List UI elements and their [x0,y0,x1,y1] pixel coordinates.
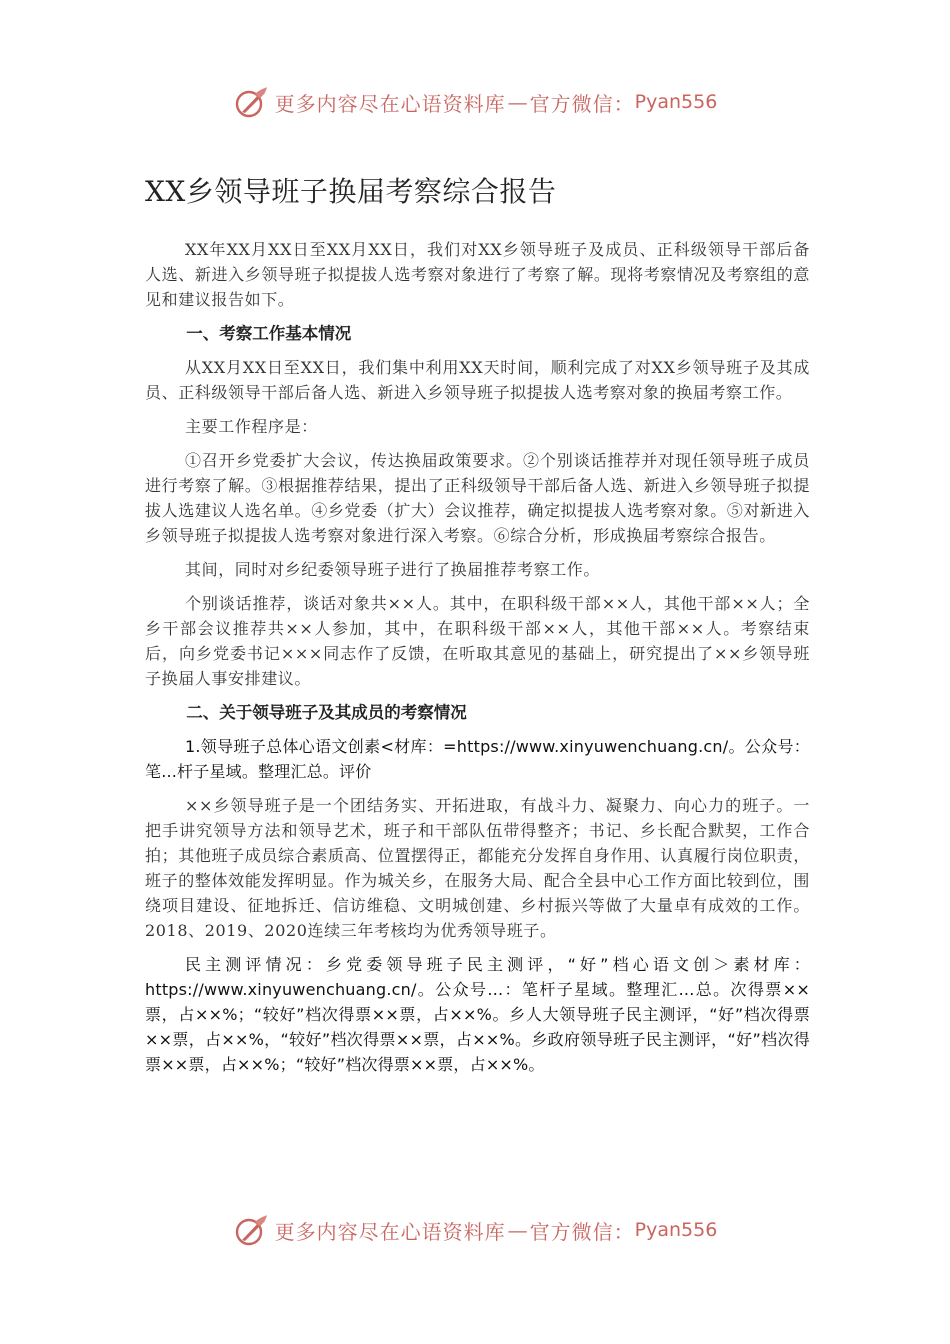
section-2-heading: 二、关于领导班子及其成员的考察情况 [186,703,467,722]
quill-logo-icon [233,84,269,120]
section-1-paragraph: 其间，同时对乡纪委领导班子进行了换届推荐考察工作。 [185,560,601,579]
section-1-paragraph: ①召开乡党委扩大会议，传达换届政策要求。②个别谈话推荐并对现任领导班子成员进行考察了解。③根据推荐结果，提出了正科级领导干部后备人选、新进入乡领导班子拟提拔人选建议人选名单。④乡党委（扩大）会议推荐，确定拟提拔人选考察对象。⑤对新进入乡领导班子拟提拔人选考察对象进行深入考察。⑥综合分析，形成换届考察综合报告。 [145,451,810,545]
footer-banner [0,1212,950,1248]
document-title: XX乡领导班子换届考察综合报告 [145,175,557,208]
banner-label: 官方微信： [529,91,635,116]
section-2-paragraph: 民主测评情况：乡党委领导班子民主测评，“好”档心语文创＞素材库：https://www.xinyuwenchuang.cn/。公众号...：笔杆子星域。整理汇...总。次得票××票，占××%；“较好”档次得票××票，占××%。乡人大领导班子民主测评，“好”档次得票××票，占××%，“较好”档次得票××票，占××%。乡政府领导班子民主测评，“好”档次得票××票，占××%；“较好”档次得票××票，占××%。 [145,955,810,1074]
document-body [145,172,810,1086]
section-1-paragraph: 主要工作程序是： [185,417,318,436]
banner-separator: — [507,90,528,114]
banner-separator: — [507,1218,528,1242]
quill-logo-icon [233,1212,269,1248]
section-1-paragraph: 从XX月XX日至XX日，我们集中利用XX天时间，顺利完成了对XX乡领导班子及其成员、正科级领导干部后备人选、新进入乡领导班子拟提拔人选考察对象的换届考察工作。 [145,358,810,402]
section-1-heading: 一、考察工作基本情况 [186,324,352,343]
banner-wechat-id: Pyan556 [634,1219,718,1241]
banner-brand: 更多内容尽在心语资料库 [274,91,506,116]
header-banner [0,84,950,120]
section-2-subheading: 1.领导班子总体心语文创素<材库：=https://www.xinyuwenchuang.cn/。公众号：笔...杆子星域。整理汇总。评价 [145,737,810,781]
intro-paragraph: XX年XX月XX日至XX月XX日，我们对XX乡领导班子及成员、正科级领导干部后备人选、新进入乡领导班子拟提拔人选考察对象进行了考察了解。现将考察情况及考察组的意见和建议报告如下。 [145,240,810,309]
banner-brand: 更多内容尽在心语资料库 [274,1219,506,1244]
section-1-paragraph: 个别谈话推荐，谈话对象共××人。其中，在职科级干部××人，其他干部××人；全乡干部会议推荐共××人参加，其中，在职科级干部××人，其他干部××人。考察结束后，向乡党委书记×××同志作了反馈，在听取其意见的基础上，研究提出了××乡领导班子换届人事安排建议。 [145,594,810,688]
section-2-paragraph: ××乡领导班子是一个团结务实、开拓进取，有战斗力、凝聚力、向心力的班子。一把手讲究领导方法和领导艺术，班子和干部队伍带得整齐；书记、乡长配合默契，工作合拍；其他班子成员综合素质高、位置摆得正，都能充分发挥自身作用、认真履行岗位职责，班子的整体效能发挥明显。作为城关乡，在服务大局、配合全县中心工作方面比较到位，围绕项目建设、征地拆迁、信访维稳、文明城创建、乡村振兴等做了大量卓有成效的工作。2018、2019、2020连续三年考核均为优秀领导班子。 [145,796,810,940]
banner-wechat-id: Pyan556 [634,91,718,113]
banner-label: 官方微信： [529,1219,635,1244]
